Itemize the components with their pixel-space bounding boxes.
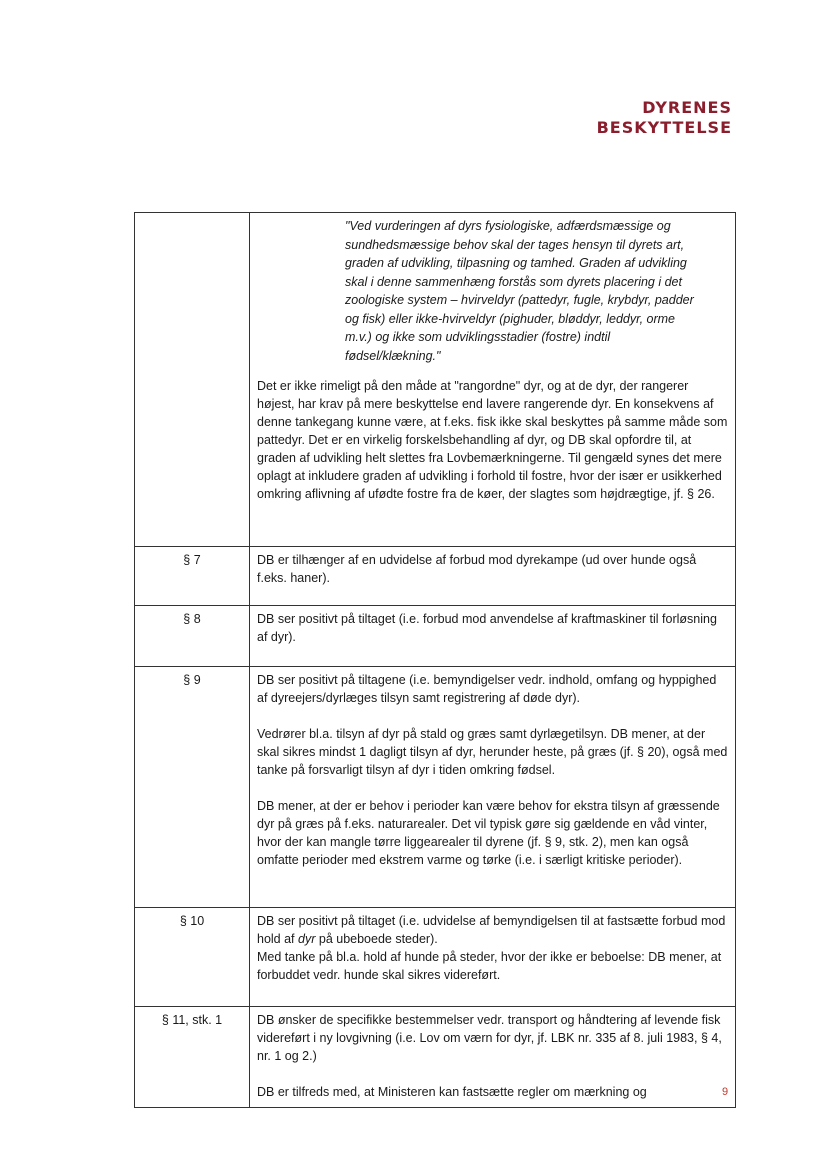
page-number: 9 <box>722 1086 729 1098</box>
logo-line-2: BESKYTTELSE <box>596 118 732 137</box>
table-row <box>135 1007 736 1108</box>
emphasized-text: dyr <box>298 932 316 946</box>
logo-line-1: DYRENES <box>642 98 732 117</box>
comment-paragraph: DB ser positivt på tiltagene (i.e. bemyndigelser vedr. indhold, omfang og hyppighed af dyreejers/dyrlæges tilsyn samt registrering af døde dyr). <box>257 673 717 705</box>
comment-paragraph: Med tanke på bl.a. hold af hunde på steder, hvor der ikke er beboelse: DB mener, at forbuddet vedr. hunde skal sikres videreført. <box>257 950 722 982</box>
quoted-text: "Ved vurderingen af dyrs fysiologiske, adfærdsmæssige og sundhedsmæssige behov skal der tages hensyn til dyrets art, graden af udvikling, tilpasning og tamhed. Graden af udvikling skal i denne sammenhæng forstås som dyrets placering i det zoologiske system – hvirveldyr (pattedyr, fugle, krybdyr, padder og fisk) eller ikke-hvirveldyr (pighuder, bløddyr, leddyr, orme m.v.) og ikke som udviklingsstadier (fostre) indtil fødsel/klækning." <box>345 219 694 363</box>
comment-paragraph: DB er tilfreds med, at Ministeren kan fastsætte regler om mærkning og <box>257 1085 647 1099</box>
comment-cell <box>250 1007 736 1108</box>
table-row <box>135 667 736 908</box>
comments-table <box>134 212 736 1108</box>
table-row <box>135 213 736 547</box>
comment-cell <box>250 213 736 547</box>
comment-paragraph: Vedrører bl.a. tilsyn af dyr på stald og græs samt dyrlægetilsyn. DB mener, at der skal sikres mindst 1 dagligt tilsyn af dyr, herunder heste, på græs (jf. § 20), også med tanke på forsvarligt tilsyn af dyr i tiden omkring fødsel. <box>257 727 728 777</box>
comment-paragraph: DB er tilhænger af en udvidelse af forbud mod dyrekampe (ud over hunde også f.eks. haner). <box>257 553 697 585</box>
section-cell: § 9 <box>135 667 250 908</box>
section-cell: § 11, stk. 1 <box>135 1007 250 1108</box>
comment-paragraph: Det er ikke rimeligt på den måde at "rangordne" dyr, og at de dyr, der rangerer højest, har krav på mere beskyttelse end lavere rangerende dyr. En konsekvens af denne tankegang kunne være, at f.eks. fisk ikke skal beskyttes på samme måde som pattedyr. Det er en virkelig forskelsbehandling af dyr, og DB skal opfordre til, at graden af udvikling helt slettes fra Lovbemærkningerne. Til gengæld synes det mere oplagt at inkludere graden af udvikling i forhold til fostre, hvor der især er usikkerhed omkring aflivning af ufødte fostre fra de køer, der slagtes som højdrægtige, jf. § 26. <box>257 379 728 501</box>
comment-paragraph: DB ser positivt på tiltaget (i.e. forbud mod anvendelse af kraftmaskiner til forløsning af dyr). <box>257 612 717 644</box>
table-row <box>135 908 736 1007</box>
comment-text: DB ser positivt på tiltaget (i.e. udvidelse af bemyndigelsen til at fastsætte forbud mod hold af <box>257 914 726 946</box>
comment-cell <box>250 667 736 908</box>
comment-paragraph: DB mener, at der er behov i perioder kan være behov for ekstra tilsyn af græssende dyr på græs på f.eks. naturarealer. Det vil typisk gøre sig gældende en våd vinter, hvor der kan mangle tørre liggearealer til dyrene (jf. § 9, stk. 2), men kan også omfatte perioder med ekstrem varme og tørke (i.e. i særligt kritiske perioder). <box>257 799 720 867</box>
comment-cell <box>250 606 736 667</box>
section-cell: § 7 <box>135 547 250 606</box>
comment-paragraph: DB ønsker de specifikke bestemmelser vedr. transport og håndtering af levende fisk videreført i ny lovgivning (i.e. Lov om værn for dyr, jf. LBK nr. 335 af 8. juli 1983, § 4, nr. 1 og 2.) <box>257 1013 722 1063</box>
comment-cell <box>250 908 736 1007</box>
section-cell: § 10 <box>135 908 250 1007</box>
organization-logo <box>597 98 732 138</box>
section-cell: § 8 <box>135 606 250 667</box>
table-row <box>135 606 736 667</box>
comment-cell <box>250 547 736 606</box>
comment-paragraph <box>257 912 729 948</box>
table-row <box>135 547 736 606</box>
section-cell <box>135 213 250 547</box>
comment-text: på ubeboede steder). <box>315 932 438 946</box>
